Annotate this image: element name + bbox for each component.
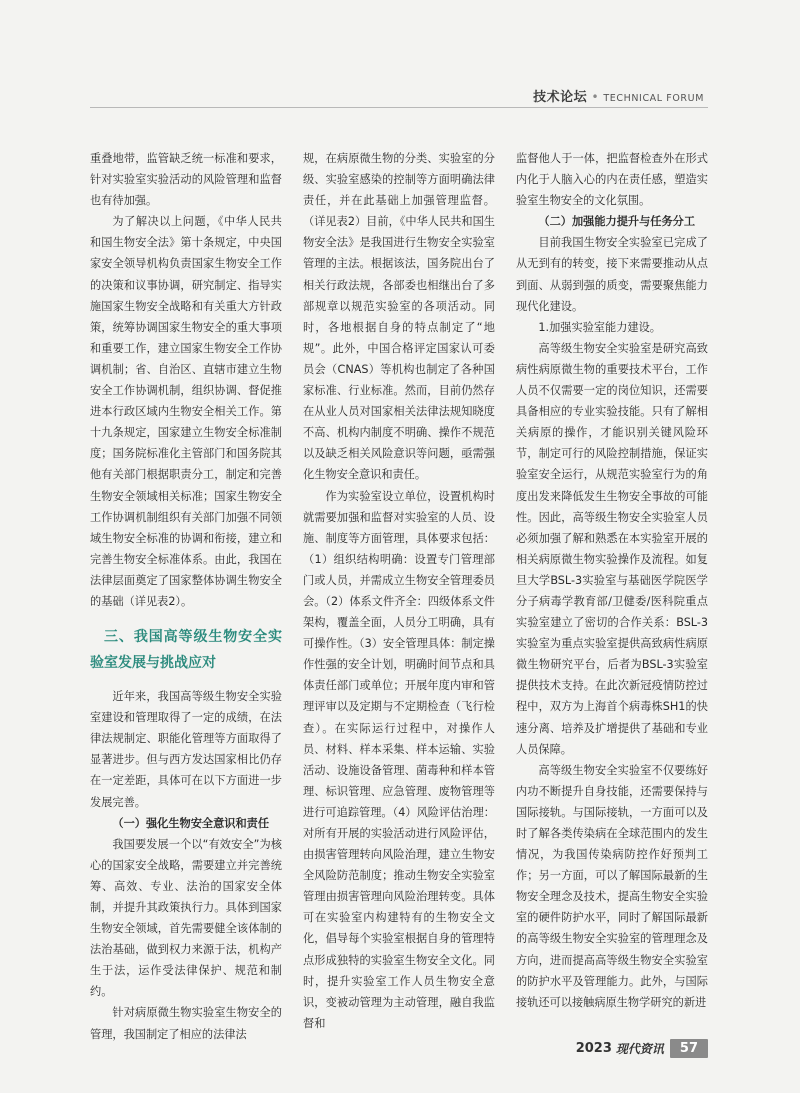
paragraph: 1.加强实验室能力建设。 <box>538 320 661 334</box>
paragraph: 高等级生物安全实验室是研究高致病性病原微生物的重要技术平台，工作人员不仅需要一定的岗位知识，还需要具备相应的专业实验技能。只有了解相关病原的操作，才能识别关键风险环节，制定可行的风险控制措施，保证实验室安全运行，从规范实验室行为的角度出发来降低发生生物安全事故的可能性。因此，高等级生物安全实验室人员必须加强了解和熟悉在本实验室开展的相关病原微生物实验操作及流程。如复旦大学BSL-3实验室与基础医学院医学分子病毒学教育部/卫健委/医科院重点实验室建立了密切的合作关系：BSL-3实验室为重点实验室提供高致病性病原微生物研究平台，后者为BSL-3实验室提供技术支持。在此次新冠疫情防控过程中，双方为上海首个病毒株SH1的快速分离、培养及扩增提供了基础和专业人员保障。 <box>516 341 708 756</box>
paragraph: 作为实验室设立单位，设置机构时就需要加强和监督对实验室的人员、设施、制度等方面管理，具体要求包括：（1）组织结构明确：设置专门管理部门或人员，并需成立生物安全管理委员会。（2）体系文件齐全：四级体系文件架构，覆盖全面，人员分工明确，具有可操作性。（3）安全管理具体：制定操作性强的安全计划，明确时间节点和具体责任部门或单位；开展年度内审和管理评审以及定期与不定期检查（飞行检查）。在实际运行过程中，对操作人员、材料、样本采集、样本运输、实验活动、设施设备管理、菌毒种和样本管理、标识管理、应急管理、废物管理等进行可追踪管理。（4）风险评估治理：对所有开展的实验活动进行风险评估，由损害管理转向风险治理，建立生物安全风险防范制度；推动生物安全实验室管理由损害管理向风险治理转变。具体可在实验室内构建特有的生物安全文化，倡导每个实验室根据自身的管理特点形成独特的实验室生物安全文化。同时，提升实验室工作人员生物安全意识，变被动管理为主动管理，融自我监督和 <box>303 489 495 1030</box>
running-header <box>533 86 704 105</box>
header-title-cn: 技术论坛 <box>533 90 588 105</box>
subsection-heading: （一）强化生物安全意识和责任 <box>112 816 270 830</box>
magazine-name: 现代资讯 <box>615 1041 664 1056</box>
text-column-1 <box>90 148 282 1045</box>
paragraph: 高等级生物安全实验室不仅要练好内功不断提升自身技能，还需要保持与国际接轨。与国际接轨，一方面可以及时了解各类传染病在全球范围内的发生情况，为我国传染病防控作好预判工作；另一方面，可以了解国际最新的生物安全理念及技术，提高生物安全实验室的硬件防护水平，同时了解国际最新的高等级生物安全实验室的管理理念及方向，进而提高高等级生物安全实验室的防护水平及管理能力。此外，与国际接轨还可以接触病原生物学研究的新进 <box>516 763 708 1009</box>
paragraph: 近年来，我国高等级生物安全实验室建设和管理取得了一定的成绩，在法律法规制定、职能化管理等方面取得了显著进步。但与西方发达国家相比仍存在一定差距，具体可在以下方面进一步发展完善。 <box>90 690 282 809</box>
page-number: 57 <box>670 1039 708 1058</box>
footer-year: 2023 <box>575 1040 612 1056</box>
text-column-2 <box>303 148 495 1034</box>
paragraph: 我国要发展一个以“有效安全”为核心的国家安全战略，需要建立并完善统筹、高效、专业、法治的国家安全体制，并提升其政策执行力。具体到国家生物安全领域，首先需要健全该体制的法治基础，做到权力来源于法，机构产生于法，运作受法律保护、规范和制约。 <box>90 837 282 999</box>
paragraph: 重叠地带，监管缺乏统一标准和要求，针对实验室实验活动的风险管理和监督也有待加强。 <box>90 152 282 208</box>
paragraph: 目前我国生物安全实验室已完成了从无到有的转变，接下来需要推动从点到面、从弱到强的质变，需要聚焦能力现代化建设。 <box>516 236 708 313</box>
header-divider <box>90 107 708 108</box>
paragraph: 为了解决以上问题，《中华人民共和国生物安全法》第十条规定，中央国家安全领导机构负责国家生物安全工作的决策和议事协调，研究制定、指导实施国家生物安全战略和有关重大方针政策，统筹协调国家生物安全的重大事项和重要工作，建立国家生物安全工作协调机制；省、自治区、直辖市建立生物安全工作协调机制，组织协调、督促推进本行政区域内生物安全相关工作。第十九条规定，国家建立生物安全标准制度；国务院标准化主管部门和国务院其他有关部门根据职责分工，制定和完善生物安全领域相关标准；国家生物安全工作协调机制组织有关部门加强不同领域生物安全标准的协调和衔接，建立和完善生物安全标准体系。由此，我国在法律层面奠定了国家整体协调生物安全的基础（详见表2）。 <box>90 215 282 608</box>
page-footer <box>576 1037 708 1059</box>
paragraph: 针对病原微生物实验室生物安全的管理，我国制定了相应的法律法 <box>90 1006 282 1041</box>
text-column-3 <box>516 148 708 1013</box>
paragraph: 规，在病原微生物的分类、实验室的分级、实验室感染的控制等方面明确法律责任，并在此基础上加强管理监督。（详见表2）目前，《中华人民共和国生物安全法》是我国进行生物安全实验室管理的主法。根据该法，国务院出台了相关行政法规，各部委也相继出台了多部规章以规范实验室的各项活动。同时，各地根据自身的特点制定了“地规”。此外，中国合格评定国家认可委员会（CNAS）等机构也制定了各种国家标准、行业标准。然而，目前仍然存在从业人员对国家相关法律法规知晓度不高、机构内制度不明确、操作不规范以及缺乏相关风险意识等问题，亟需强化生物安全意识和责任。 <box>303 152 495 482</box>
subsection-heading: （二）加强能力提升与任务分工 <box>538 215 696 229</box>
paragraph: 监督他人于一体，把监督检查外在形式内化于人脑入心的内在责任感，塑造实验室生物安全的文化氛围。 <box>516 152 708 208</box>
section-heading: 三、我国高等级生物安全实验室发展与挑战应对 <box>90 629 282 672</box>
header-separator: • <box>591 90 600 104</box>
header-title-en: TECHNICAL FORUM <box>603 93 704 104</box>
